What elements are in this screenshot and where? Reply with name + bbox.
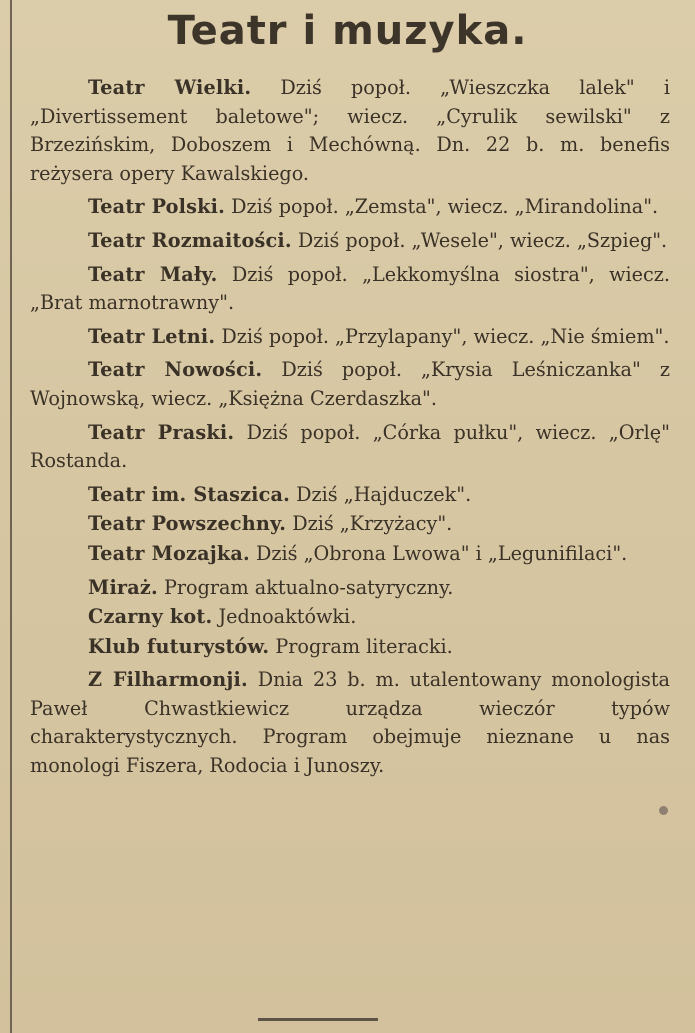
article-body	[30, 74, 670, 786]
entry-text: Dziś popoł. „Krysia Leśniczanka" z Wojnowską, wiecz. „Księżna Czerdaszka".	[30, 358, 670, 410]
venue-name: Teatr Mozajka.	[88, 541, 250, 565]
section-separator	[258, 1018, 378, 1021]
entry-filharmonja	[30, 666, 670, 780]
entry-teatr-powszechny	[30, 510, 670, 539]
entry-teatr-letni	[30, 323, 670, 352]
entry-teatr-maly	[30, 261, 670, 318]
entry-text: Dziś popoł. „Córka pułku", wiecz. „Orlę" Rostanda.	[30, 420, 670, 473]
entry-teatr-rozmaitosci	[30, 227, 670, 256]
entry-text: Dziś popoł. „Zemsta", wiecz. „Mirandolina".	[231, 195, 659, 219]
entry-text: Program literacki.	[275, 634, 453, 658]
entry-text: Jednoaktówki.	[218, 605, 357, 629]
entry-teatr-praski	[30, 419, 670, 476]
venue-name: Teatr Rozmaitości.	[88, 228, 292, 252]
entry-text: Program aktualno-satyryczny.	[163, 575, 454, 599]
venue-name: Czarny kot.	[88, 605, 213, 629]
section-title: Teatr i muzyka.	[167, 8, 528, 54]
venue-name: Teatr Letni.	[88, 324, 216, 348]
venue-name: Teatr Mały.	[88, 262, 218, 286]
entry-text: Dziś „Obrona Lwowa" i „Legunifilaci".	[256, 541, 628, 565]
entry-text: Dziś „Krzyżacy".	[292, 512, 453, 536]
venue-name: Teatr Praski.	[88, 420, 235, 444]
entry-miraz	[30, 574, 670, 603]
entry-text: Dnia 23 b. m. utalentowany monologista Paweł Chwastkiewicz urządza wieczór typów charakterystycznych. Program obejmuje nieznane u nas monologi Fiszera, Rodocia i Junoszy.	[30, 668, 670, 778]
entry-text: Dziś popoł. „Wieszczka lalek" i „Divertissement baletowe"; wiecz. „Cyrulik sewilski" z Brzezińskim, Doboszem i Mechówną. Dn. 22 b. m. benefis reżysera opery Kawalskiego.	[30, 76, 670, 185]
venue-name: Miraż.	[88, 575, 158, 599]
venue-name: Z Filharmonji.	[88, 668, 248, 692]
entry-teatr-wielki	[30, 74, 670, 188]
entry-text: Dziś popoł. „Wesele", wiecz. „Szpieg".	[297, 228, 668, 252]
venue-name: Klub futurystów.	[88, 634, 270, 658]
venue-name: Teatr Polski.	[88, 195, 226, 219]
entry-czarny-kot	[30, 603, 670, 632]
venue-name: Teatr Nowości.	[88, 358, 263, 382]
venue-name: Teatr im. Staszica.	[88, 482, 291, 506]
column-rule	[10, 0, 12, 1033]
entry-text: Dziś popoł. „Lekkomyślna siostra", wiecz. „Brat marnotrawny".	[30, 262, 670, 315]
venue-name: Teatr Wielki.	[88, 76, 252, 99]
entry-text: Dziś „Hajduczek".	[296, 482, 472, 506]
entry-teatr-staszica	[30, 481, 670, 510]
entry-teatr-polski	[30, 193, 670, 222]
ink-speck	[659, 806, 668, 815]
venue-name: Teatr Powszechny.	[88, 512, 287, 536]
entry-teatr-nowosci	[30, 356, 670, 413]
entry-klub-futurystow	[30, 633, 670, 662]
entry-text: Dziś popoł. „Przylapany", wiecz. „Nie śmiem".	[221, 324, 670, 348]
entry-teatr-mozajka	[30, 540, 670, 569]
